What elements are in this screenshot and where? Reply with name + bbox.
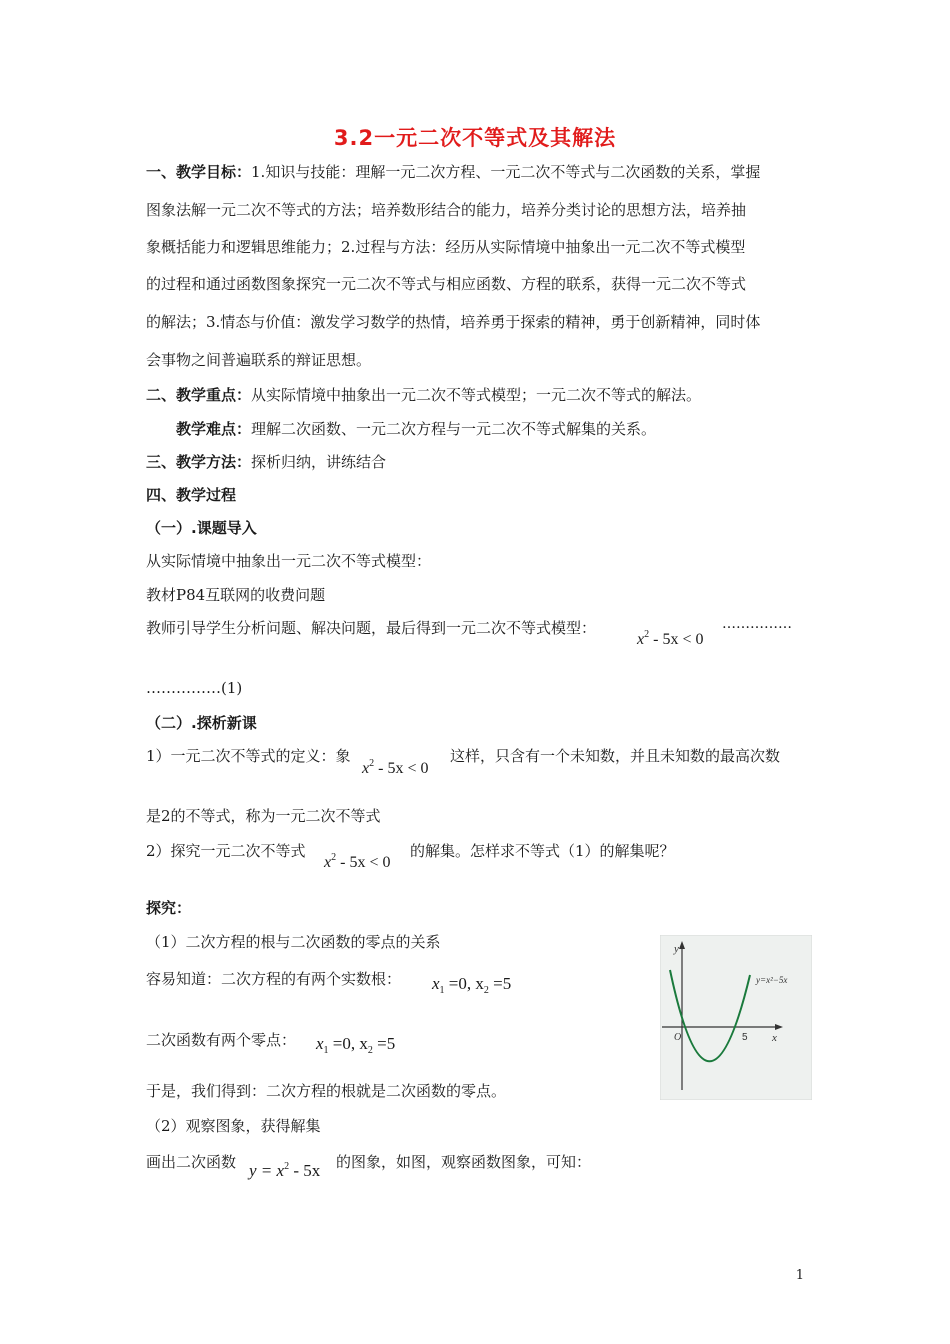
- y-axis-label: y: [674, 943, 679, 955]
- objectives-line-4: 的过程和通过函数图象探究一元二次不等式与相应函数、方程的联系，获得一元二次不等式: [146, 275, 747, 293]
- math-var: x: [362, 760, 370, 777]
- explore-inequality: [324, 852, 390, 872]
- math-exp: 2: [369, 758, 375, 769]
- section1-heading: （一）.课题导入: [146, 519, 257, 537]
- math-var: y = x: [249, 1161, 285, 1180]
- explore-prefix: 2）探究一元二次不等式: [146, 842, 306, 860]
- objectives-line-2: 图象法解一元二次不等式的方法；培养数形结合的能力，培养分类讨论的思想方法，培养抽: [146, 201, 747, 219]
- draw-prefix: 画出二次函数: [146, 1153, 237, 1171]
- easy-line: 容易知道：二次方程的有两个实数根：: [146, 970, 402, 988]
- math-rest: =0, x: [328, 1034, 368, 1053]
- page-title: 3.2一元二次不等式及其解法: [333, 126, 617, 150]
- objectives-line-3: 象概括能力和逻辑思维能力；2.过程与方法：经历从实际情境中抽象出一元二次不等式模型: [146, 238, 746, 256]
- math-exp: 2: [331, 852, 337, 863]
- math-var: x: [637, 631, 645, 648]
- inquiry-sub1: （1）二次方程的根与二次函数的零点的关系: [146, 933, 441, 951]
- math-exp: 2: [644, 629, 650, 640]
- math-rest: - 5x < 0: [336, 854, 391, 871]
- objectives-line-5: 的解法；3.情态与价值：激发学习数学的热情，培养勇于探索的精神，勇于创新精神，同时体: [146, 313, 761, 331]
- roots-equation-1: [432, 974, 511, 996]
- zeros-line: 二次函数有两个零点：: [146, 1031, 297, 1049]
- objectives-label: 一、教学目标：: [146, 163, 252, 181]
- objectives-line-1: [146, 162, 760, 182]
- math-rest: - 5x: [289, 1161, 321, 1180]
- math-rest: =0, x: [444, 974, 484, 993]
- parabola-figure: [660, 935, 812, 1100]
- math-var: x: [316, 1034, 324, 1053]
- definition-line-2: 是2的不等式，称为一元二次不等式: [146, 807, 381, 825]
- definition-inequality: [362, 758, 428, 778]
- method-text: 探析归纳，讲练结合: [251, 453, 387, 471]
- math-sub: 1: [439, 985, 445, 996]
- math-rest: - 5x < 0: [374, 760, 429, 777]
- method-label: 三、教学方法：: [146, 453, 252, 471]
- key-points-text: 从实际情境中抽象出一元二次不等式模型；一元二次不等式的解法。: [251, 386, 702, 404]
- origin-label: O: [674, 1032, 682, 1043]
- difficulty-text: 理解二次函数、一元二次方程与一元二次不等式解集的关系。: [251, 420, 657, 438]
- definition-suffix: 这样，只含有一个未知数，并且未知数的最高次数: [450, 747, 781, 765]
- roots-equation-2: [316, 1034, 395, 1056]
- math-sub: 1: [323, 1045, 329, 1056]
- model-inequality: [637, 629, 703, 649]
- section1-line-3: 教师引导学生分析问题、解决问题，最后得到一元二次不等式模型：: [146, 619, 597, 637]
- math-var: x: [324, 854, 332, 871]
- difficulty-line: [176, 419, 656, 439]
- dots-a: ……………: [722, 616, 792, 632]
- inquiry-sub2: （2）观察图象，获得解集: [146, 1117, 321, 1135]
- key-points-line: [146, 385, 701, 405]
- process-heading: 四、教学过程: [146, 486, 237, 504]
- method-line: [146, 452, 386, 472]
- math-sub: 2: [367, 1045, 373, 1056]
- draw-suffix: 的图象，如图，观察函数图象，可知：: [336, 1153, 592, 1171]
- difficulty-label: 教学难点：: [176, 420, 252, 438]
- curve-label: y=x²−5x: [756, 975, 788, 985]
- inquiry-heading: 探究：: [146, 899, 192, 917]
- math-var: x: [432, 974, 440, 993]
- definition-prefix: 1）一元二次不等式的定义：象: [146, 747, 351, 765]
- math-exp: 2: [284, 1161, 290, 1172]
- objectives-text-1: 1.知识与技能：理解一元二次方程、一元二次不等式与二次函数的关系，掌握: [251, 163, 761, 181]
- key-points-label: 二、教学重点：: [146, 386, 252, 404]
- conclusion-line: 于是，我们得到：二次方程的根就是二次函数的零点。: [146, 1082, 507, 1100]
- math-rest: =5: [372, 1034, 396, 1053]
- section2-heading: （二）.探析新课: [146, 714, 257, 732]
- function-formula: [249, 1161, 320, 1181]
- explore-suffix: 的解集。怎样求不等式（1）的解集呢？: [410, 842, 675, 860]
- section1-line-1: 从实际情境中抽象出一元二次不等式模型：: [146, 552, 432, 570]
- section1-line-2: 教材P84互联网的收费问题: [146, 586, 326, 604]
- x-axis-label: x: [772, 1032, 777, 1044]
- math-rest: - 5x < 0: [649, 631, 704, 648]
- math-rest: =5: [488, 974, 512, 993]
- page-number: 1: [795, 1268, 804, 1283]
- objectives-line-6: 会事物之间普遍联系的辩证思想。: [146, 351, 372, 369]
- tick-5-label: 5: [742, 1032, 748, 1043]
- math-sub: 2: [483, 985, 489, 996]
- dots-b: ……………(1): [146, 679, 243, 697]
